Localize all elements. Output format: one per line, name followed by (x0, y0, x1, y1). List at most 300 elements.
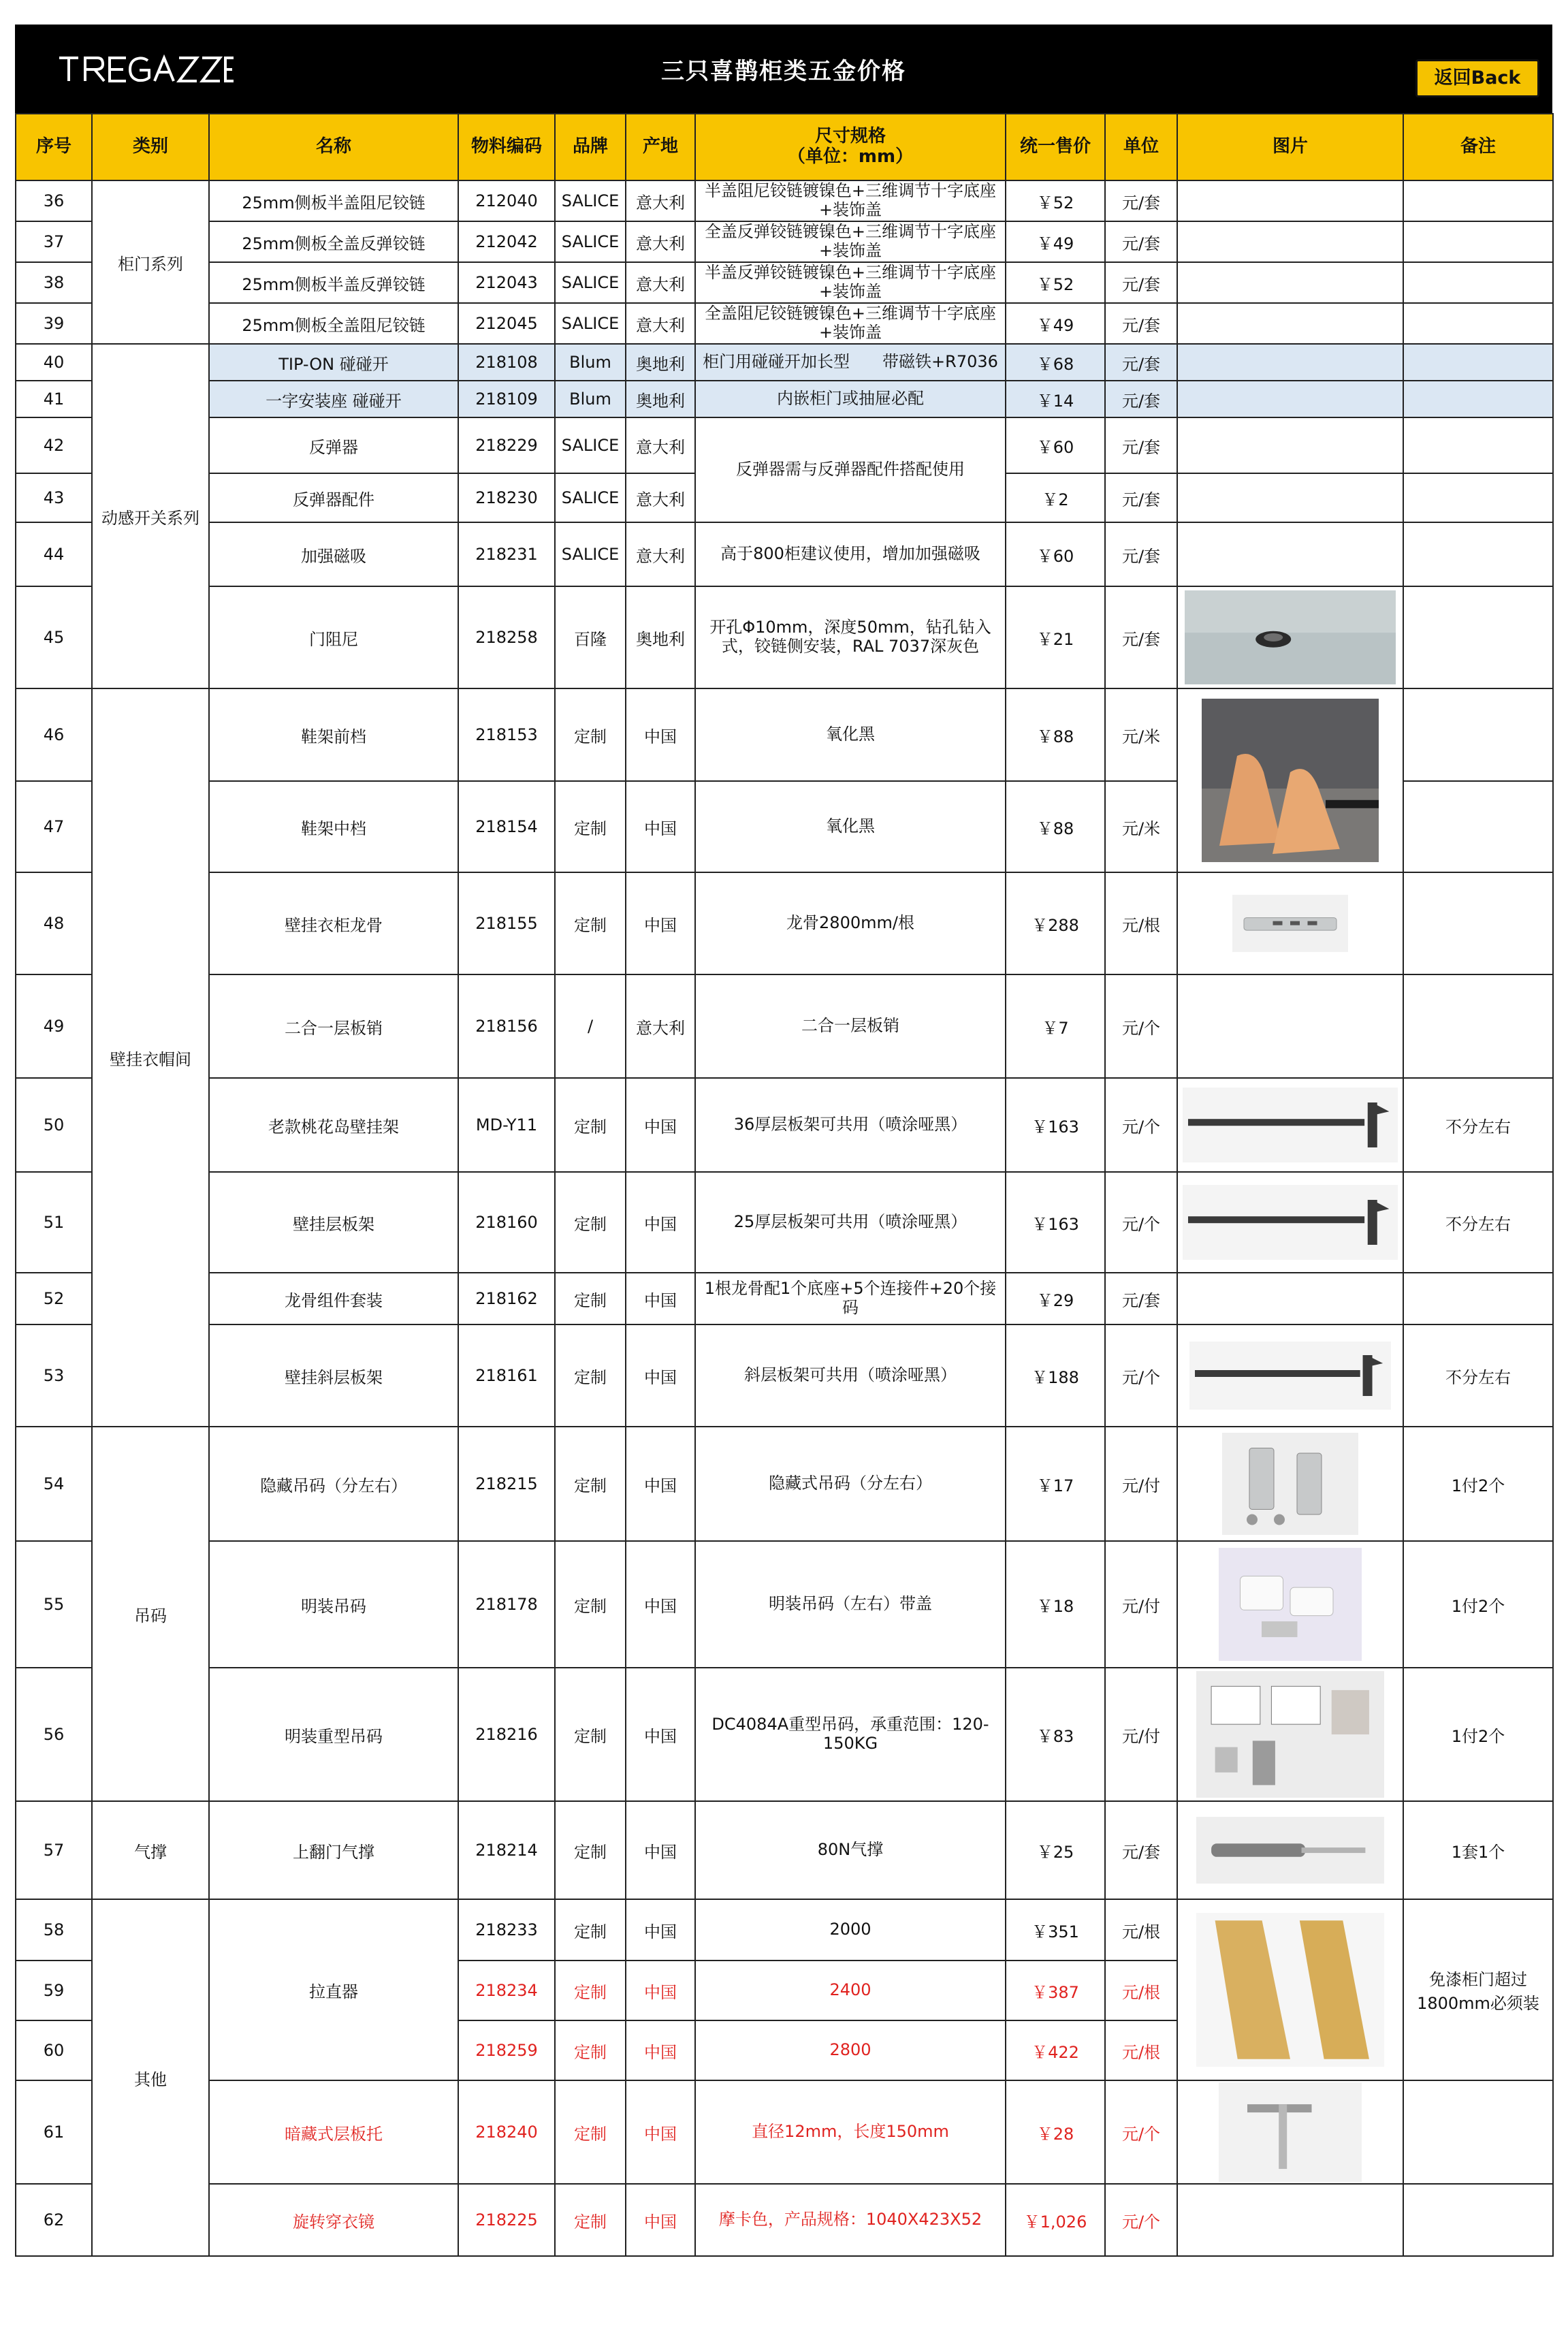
spec-cell: 开孔Φ10mm，深度50mm，钻孔钻入式，铰链侧安装，RAL 7037深灰色 (695, 586, 1006, 688)
row-number-cell: 51 (16, 1172, 92, 1273)
table-row (16, 381, 1553, 417)
spec-cell: 柜门用碰碰开加长型 带磁铁+R7036 (695, 344, 1006, 381)
price-cell: ￥188 (1006, 1324, 1105, 1427)
note-cell: 不分左右 (1403, 1172, 1553, 1273)
unit-cell: 元/个 (1105, 2080, 1177, 2184)
image-cell (1177, 1427, 1403, 1541)
price-sheet (15, 25, 1552, 2257)
material-code-cell: 218215 (458, 1427, 555, 1541)
image-cell (1177, 974, 1403, 1078)
note-cell (1403, 586, 1553, 688)
note-cell (1403, 2080, 1553, 2184)
brand-cell: 定制 (555, 1427, 626, 1541)
product-name-cell: 加强磁吸 (209, 522, 458, 586)
row-number-cell: 45 (16, 586, 92, 688)
spec-cell: 直径12mm，长度150mm (695, 2080, 1006, 2184)
table-row (16, 1324, 1553, 1427)
unit-cell: 元/套 (1105, 303, 1177, 344)
unit-cell: 元/套 (1105, 180, 1177, 221)
spec-cell: 80N气撑 (695, 1801, 1006, 1899)
image-cell (1177, 522, 1403, 586)
row-number-cell: 49 (16, 974, 92, 1078)
product-image (1196, 1913, 1384, 2067)
material-code-cell: 212045 (458, 303, 555, 344)
table-row (16, 1668, 1553, 1801)
brand-cell: 定制 (555, 872, 626, 974)
col-header: 物料编码 (458, 114, 555, 180)
table-row (16, 344, 1553, 381)
origin-cell: 中国 (626, 1427, 695, 1541)
material-code-cell: 218214 (458, 1801, 555, 1899)
origin-cell: 意大利 (626, 522, 695, 586)
product-name-cell: 上翻门气撑 (209, 1801, 458, 1899)
brand-cell: SALICE (555, 417, 626, 473)
product-image (1196, 1817, 1384, 1884)
price-cell: ￥18 (1006, 1541, 1105, 1668)
price-cell: ￥88 (1006, 688, 1105, 781)
origin-cell: 意大利 (626, 473, 695, 522)
product-name-cell: 壁挂斜层板架 (209, 1324, 458, 1427)
material-code-cell: 218161 (458, 1324, 555, 1427)
image-cell (1177, 1668, 1403, 1801)
price-cell: ￥21 (1006, 586, 1105, 688)
table-row (16, 303, 1553, 344)
table-row (16, 1172, 1553, 1273)
material-code-cell: 218258 (458, 586, 555, 688)
table-row (16, 417, 1553, 473)
unit-cell: 元/套 (1105, 221, 1177, 262)
image-cell (1177, 381, 1403, 417)
unit-cell: 元/根 (1105, 1961, 1177, 2020)
product-name-cell: 明装重型吊码 (209, 1668, 458, 1801)
col-header: 序号 (16, 114, 92, 180)
material-code-cell: 218240 (458, 2080, 555, 2184)
row-number-cell: 44 (16, 522, 92, 586)
material-code-cell: 218178 (458, 1541, 555, 1668)
row-number-cell: 61 (16, 2080, 92, 2184)
price-cell: ￥49 (1006, 221, 1105, 262)
brand-cell: SALICE (555, 180, 626, 221)
product-name-cell: 隐藏吊码（分左右） (209, 1427, 458, 1541)
product-name-cell: 二合一层板销 (209, 974, 458, 1078)
spec-cell: 半盖反弹铰链镀镍色+三维调节十字底座+装饰盖 (695, 262, 1006, 303)
unit-cell: 元/个 (1105, 1078, 1177, 1172)
brand-cell: 定制 (555, 1961, 626, 2020)
table-row (16, 586, 1553, 688)
product-image (1219, 2082, 1362, 2182)
note-cell: 1付2个 (1403, 1668, 1553, 1801)
material-code-cell: 218231 (458, 522, 555, 586)
unit-cell: 元/套 (1105, 522, 1177, 586)
table-row (16, 1427, 1553, 1541)
product-name-cell: 鞋架中档 (209, 781, 458, 872)
table-row (16, 688, 1553, 781)
row-number-cell: 62 (16, 2184, 92, 2256)
row-number-cell: 50 (16, 1078, 92, 1172)
price-cell: ￥68 (1006, 344, 1105, 381)
product-image (1232, 895, 1348, 952)
unit-cell: 元/根 (1105, 2020, 1177, 2080)
image-cell (1177, 1324, 1403, 1427)
brand-cell: 定制 (555, 2020, 626, 2080)
category-cell: 壁挂衣帽间 (92, 688, 209, 1427)
row-number-cell: 55 (16, 1541, 92, 1668)
material-code-cell: 218109 (458, 381, 555, 417)
spec-cell: 2400 (695, 1961, 1006, 2020)
material-code-cell: MD-Y11 (458, 1078, 555, 1172)
row-number-cell: 60 (16, 2020, 92, 2080)
spec-cell: 全盖阻尼铰链镀镍色+三维调节十字底座+装饰盖 (695, 303, 1006, 344)
product-name-cell: 25mm侧板半盖反弹铰链 (209, 262, 458, 303)
brand-cell: 定制 (555, 688, 626, 781)
category-cell: 柜门系列 (92, 180, 209, 344)
product-image (1185, 590, 1396, 684)
price-cell: ￥351 (1006, 1899, 1105, 1961)
origin-cell: 意大利 (626, 974, 695, 1078)
spec-cell: 半盖阻尼铰链镀镍色+三维调节十字底座+装饰盖 (695, 180, 1006, 221)
price-cell: ￥28 (1006, 2080, 1105, 2184)
note-cell (1403, 781, 1553, 872)
origin-cell: 中国 (626, 781, 695, 872)
material-code-cell: 218229 (458, 417, 555, 473)
brand-cell: 定制 (555, 1324, 626, 1427)
row-number-cell: 57 (16, 1801, 92, 1899)
spec-cell: 隐藏式吊码（分左右） (695, 1427, 1006, 1541)
row-number-cell: 56 (16, 1668, 92, 1801)
page-title: 三只喜鹊柜类五金价格 (661, 58, 906, 85)
row-number-cell: 46 (16, 688, 92, 781)
origin-cell: 奥地利 (626, 344, 695, 381)
product-name-cell: 暗藏式层板托 (209, 2080, 458, 2184)
product-name-cell: 龙骨组件套装 (209, 1273, 458, 1324)
spec-cell: 氧化黑 (695, 688, 1006, 781)
price-cell: ￥83 (1006, 1668, 1105, 1801)
brand-cell: 定制 (555, 1801, 626, 1899)
table-row (16, 1899, 1553, 1961)
unit-cell: 元/套 (1105, 344, 1177, 381)
origin-cell: 中国 (626, 688, 695, 781)
product-image (1196, 1671, 1384, 1798)
spec-cell: 2000 (695, 1899, 1006, 1961)
image-cell (1177, 303, 1403, 344)
note-cell (1403, 344, 1553, 381)
product-name-cell: 鞋架前档 (209, 688, 458, 781)
origin-cell: 意大利 (626, 262, 695, 303)
spec-cell: 全盖反弹铰链镀镍色+三维调节十字底座+装饰盖 (695, 221, 1006, 262)
image-cell (1177, 1899, 1403, 2080)
spec-cell: 内嵌柜门或抽屉必配 (695, 381, 1006, 417)
note-cell (1403, 1273, 1553, 1324)
unit-cell: 元/付 (1105, 1541, 1177, 1668)
note-cell (1403, 473, 1553, 522)
image-cell (1177, 2080, 1403, 2184)
row-number-cell: 40 (16, 344, 92, 381)
spec-cell: 摩卡色，产品规格：1040X423X52 (695, 2184, 1006, 2256)
image-cell (1177, 586, 1403, 688)
unit-cell: 元/个 (1105, 1172, 1177, 1273)
spec-cell: 氧化黑 (695, 781, 1006, 872)
row-number-cell: 47 (16, 781, 92, 872)
origin-cell: 中国 (626, 2080, 695, 2184)
row-number-cell: 42 (16, 417, 92, 473)
col-header: 单位 (1105, 114, 1177, 180)
price-cell: ￥387 (1006, 1961, 1105, 2020)
row-number-cell: 36 (16, 180, 92, 221)
material-code-cell: 218154 (458, 781, 555, 872)
product-name-cell: 反弹器配件 (209, 473, 458, 522)
product-name-cell: 明装吊码 (209, 1541, 458, 1668)
brand-cell: SALICE (555, 221, 626, 262)
image-cell (1177, 2184, 1403, 2256)
unit-cell: 元/套 (1105, 473, 1177, 522)
unit-cell: 元/个 (1105, 2184, 1177, 2256)
price-cell: ￥2 (1006, 473, 1105, 522)
unit-cell: 元/套 (1105, 417, 1177, 473)
unit-cell: 元/付 (1105, 1427, 1177, 1541)
origin-cell: 中国 (626, 1541, 695, 1668)
note-cell: 1付2个 (1403, 1427, 1553, 1541)
note-cell (1403, 417, 1553, 473)
brand-cell: 定制 (555, 1541, 626, 1668)
note-cell (1403, 688, 1553, 781)
origin-cell: 意大利 (626, 221, 695, 262)
price-cell: ￥14 (1006, 381, 1105, 417)
spec-cell: 36厚层板架可共用（喷涂哑黑） (695, 1078, 1006, 1172)
note-cell: 不分左右 (1403, 1078, 1553, 1172)
material-code-cell: 212040 (458, 180, 555, 221)
spec-cell: 高于800柜建议使用，增加加强磁吸 (695, 522, 1006, 586)
product-name-cell: 25mm侧板全盖阻尼铰链 (209, 303, 458, 344)
brand-cell: 定制 (555, 2184, 626, 2256)
col-header: 产地 (626, 114, 695, 180)
note-cell: 不分左右 (1403, 1324, 1553, 1427)
image-cell (1177, 473, 1403, 522)
price-cell: ￥60 (1006, 522, 1105, 586)
unit-cell: 元/个 (1105, 1324, 1177, 1427)
row-number-cell: 41 (16, 381, 92, 417)
row-number-cell: 38 (16, 262, 92, 303)
brand-cell: 定制 (555, 781, 626, 872)
unit-cell: 元/根 (1105, 1899, 1177, 1961)
table-row (16, 974, 1553, 1078)
material-code-cell: 218156 (458, 974, 555, 1078)
brand-cell: Blum (555, 344, 626, 381)
table-row (16, 2184, 1553, 2256)
origin-cell: 中国 (626, 2020, 695, 2080)
product-name-cell: 25mm侧板半盖阻尼铰链 (209, 180, 458, 221)
origin-cell: 中国 (626, 1668, 695, 1801)
product-name-cell: TIP-ON 碰碰开 (209, 344, 458, 381)
note-cell (1403, 974, 1553, 1078)
origin-cell: 意大利 (626, 417, 695, 473)
price-cell: ￥29 (1006, 1273, 1105, 1324)
unit-cell: 元/根 (1105, 872, 1177, 974)
origin-cell: 奥地利 (626, 381, 695, 417)
product-name-cell: 门阻尼 (209, 586, 458, 688)
origin-cell: 奥地利 (626, 586, 695, 688)
note-cell (1403, 262, 1553, 303)
product-name-cell: 拉直器 (209, 1899, 458, 2080)
brand-cell: 定制 (555, 2080, 626, 2184)
brand-cell: SALICE (555, 473, 626, 522)
origin-cell: 中国 (626, 1899, 695, 1961)
origin-cell: 意大利 (626, 180, 695, 221)
material-code-cell: 218234 (458, 1961, 555, 2020)
origin-cell: 中国 (626, 2184, 695, 2256)
row-number-cell: 53 (16, 1324, 92, 1427)
unit-cell: 元/套 (1105, 1801, 1177, 1899)
spec-cell: 二合一层板销 (695, 974, 1006, 1078)
price-cell: ￥49 (1006, 303, 1105, 344)
product-name-cell: 一字安装座 碰碰开 (209, 381, 458, 417)
product-name-cell: 壁挂层板架 (209, 1172, 458, 1273)
image-cell (1177, 1541, 1403, 1668)
table-row (16, 1273, 1553, 1324)
row-number-cell: 54 (16, 1427, 92, 1541)
product-name-cell: 反弹器 (209, 417, 458, 473)
product-image (1202, 699, 1379, 862)
table-row (16, 180, 1553, 221)
row-number-cell: 39 (16, 303, 92, 344)
price-cell: ￥7 (1006, 974, 1105, 1078)
spec-cell: 龙骨2800mm/根 (695, 872, 1006, 974)
origin-cell: 中国 (626, 1801, 695, 1899)
table-row (16, 1078, 1553, 1172)
table-row (16, 221, 1553, 262)
brand-cell: SALICE (555, 522, 626, 586)
material-code-cell: 212043 (458, 262, 555, 303)
spec-cell: 斜层板架可共用（喷涂哑黑） (695, 1324, 1006, 1427)
origin-cell: 中国 (626, 1172, 695, 1273)
row-number-cell: 52 (16, 1273, 92, 1324)
col-header: 品牌 (555, 114, 626, 180)
note-cell (1403, 303, 1553, 344)
image-cell (1177, 872, 1403, 974)
origin-cell: 中国 (626, 1961, 695, 2020)
price-cell: ￥88 (1006, 781, 1105, 872)
col-header: 统一售价 (1006, 114, 1105, 180)
unit-cell: 元/米 (1105, 781, 1177, 872)
col-header: 类别 (92, 114, 209, 180)
table-row (16, 2080, 1553, 2184)
note-cell (1403, 2184, 1553, 2256)
unit-cell: 元/套 (1105, 381, 1177, 417)
image-cell (1177, 1273, 1403, 1324)
unit-cell: 元/套 (1105, 1273, 1177, 1324)
brand-cell: / (555, 974, 626, 1078)
image-cell (1177, 221, 1403, 262)
price-cell: ￥25 (1006, 1801, 1105, 1899)
origin-cell: 意大利 (626, 303, 695, 344)
price-cell: ￥288 (1006, 872, 1105, 974)
material-code-cell: 218230 (458, 473, 555, 522)
category-cell: 气撑 (92, 1801, 209, 1899)
product-name-cell: 25mm侧板全盖反弹铰链 (209, 221, 458, 262)
banner (15, 25, 1552, 113)
product-name-cell: 老款桃花岛壁挂架 (209, 1078, 458, 1172)
brand-cell: SALICE (555, 303, 626, 344)
note-cell: 1套1个 (1403, 1801, 1553, 1899)
image-cell (1177, 344, 1403, 381)
price-cell: ￥52 (1006, 180, 1105, 221)
material-code-cell: 218155 (458, 872, 555, 974)
price-cell: ￥1,026 (1006, 2184, 1105, 2256)
image-cell (1177, 1078, 1403, 1172)
note-cell (1403, 381, 1553, 417)
spec-cell: 25厚层板架可共用（喷涂哑黑） (695, 1172, 1006, 1273)
table-row (16, 1541, 1553, 1668)
material-code-cell: 218225 (458, 2184, 555, 2256)
brand-cell: 定制 (555, 1668, 626, 1801)
category-cell: 其他 (92, 1899, 209, 2256)
product-name-cell: 壁挂衣柜龙骨 (209, 872, 458, 974)
material-code-cell: 218160 (458, 1172, 555, 1273)
table-row (16, 262, 1553, 303)
back-button[interactable]: 返回Back (1415, 59, 1539, 97)
image-cell (1177, 180, 1403, 221)
price-cell: ￥17 (1006, 1427, 1105, 1541)
material-code-cell: 218259 (458, 2020, 555, 2080)
unit-cell: 元/套 (1105, 262, 1177, 303)
note-cell (1403, 522, 1553, 586)
price-cell: ￥60 (1006, 417, 1105, 473)
table-header (16, 114, 1553, 180)
unit-cell: 元/套 (1105, 586, 1177, 688)
product-image (1189, 1342, 1391, 1410)
spec-cell: DC4084A重型吊码，承重范围：120-150KG (695, 1668, 1006, 1801)
image-cell (1177, 688, 1403, 872)
note-cell (1403, 221, 1553, 262)
brand-cell: 定制 (555, 1172, 626, 1273)
row-number-cell: 58 (16, 1899, 92, 1961)
note-cell (1403, 872, 1553, 974)
material-code-cell: 218162 (458, 1273, 555, 1324)
row-number-cell: 37 (16, 221, 92, 262)
price-table (15, 113, 1554, 2257)
material-code-cell: 218233 (458, 1899, 555, 1961)
image-cell (1177, 1801, 1403, 1899)
row-number-cell: 43 (16, 473, 92, 522)
origin-cell: 中国 (626, 1324, 695, 1427)
material-code-cell: 212042 (458, 221, 555, 262)
brand-cell: 定制 (555, 1078, 626, 1172)
brand-cell: 百隆 (555, 586, 626, 688)
price-cell: ￥422 (1006, 2020, 1105, 2080)
origin-cell: 中国 (626, 1273, 695, 1324)
brand-cell: 定制 (555, 1899, 626, 1961)
table-row (16, 1801, 1553, 1899)
col-header: 名称 (209, 114, 458, 180)
product-name-cell: 旋转穿衣镜 (209, 2184, 458, 2256)
table-row (16, 522, 1553, 586)
row-number-cell: 48 (16, 872, 92, 974)
product-image (1222, 1433, 1358, 1535)
spec-cell: 反弹器需与反弹器配件搭配使用 (695, 417, 1006, 522)
product-image (1183, 1088, 1398, 1162)
material-code-cell: 218108 (458, 344, 555, 381)
spec-cell: 明装吊码（左右）带盖 (695, 1541, 1006, 1668)
spec-cell: 2800 (695, 2020, 1006, 2080)
note-cell (1403, 180, 1553, 221)
image-cell (1177, 1172, 1403, 1273)
material-code-cell: 218216 (458, 1668, 555, 1801)
image-cell (1177, 262, 1403, 303)
price-cell: ￥52 (1006, 262, 1105, 303)
col-header: 图片 (1177, 114, 1403, 180)
product-image (1219, 1548, 1362, 1661)
col-header: 备注 (1403, 114, 1553, 180)
category-cell: 动感开关系列 (92, 344, 209, 688)
